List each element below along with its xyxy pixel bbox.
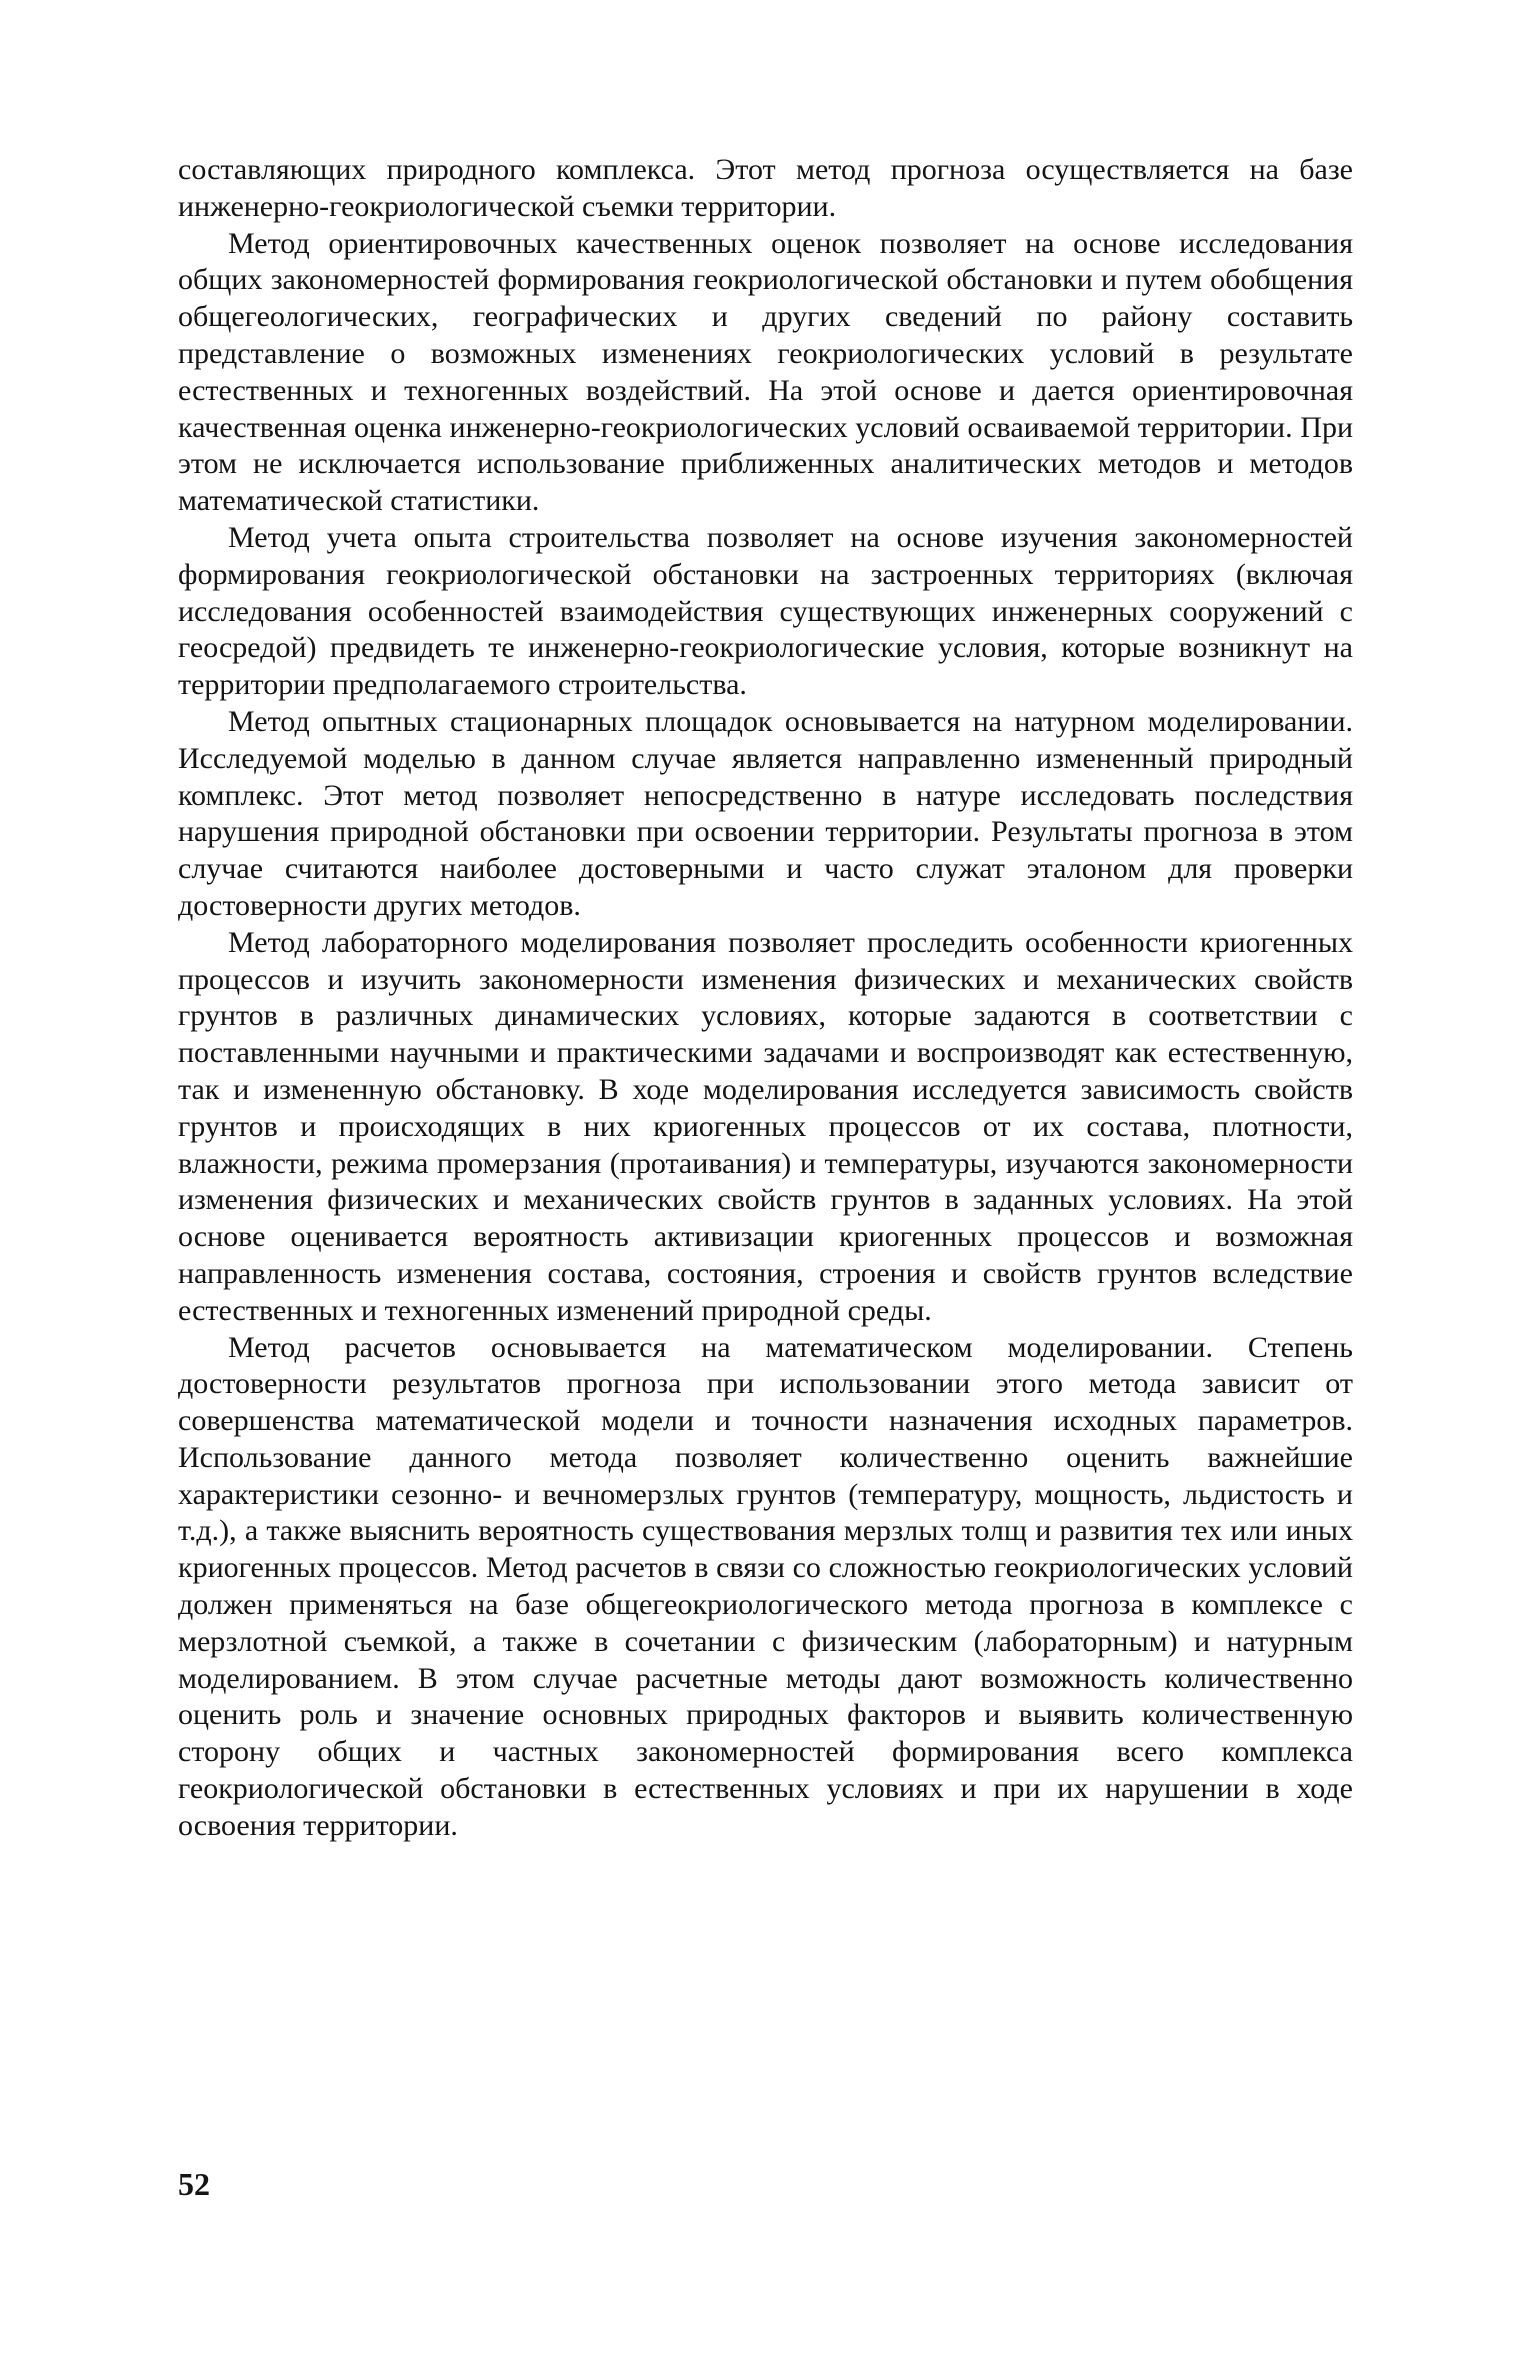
paragraph-calculation-method: Метод расчетов основывается на математическом моделировании. Степень достоверности результатов прогноза при использовании этого метода зависит от совершенства математической модели и точности назначения исходных параметров. Использование данного метода позволяет количественно оценить важнейшие характеристики сезонно- и вечномерзлых грунтов (температуру, мощность, льдистость и т.д.), а также выяснить вероятность существования мерзлых толщ и развития тех или иных криогенных процессов. Метод расчетов в связи со сложностью геокриологических условий должен применяться на базе общегеокриологического метода прогноза в комплексе с мерзлотной съемкой, а также в сочетании с физическим (лабораторным) и натурным моделированием. В этом случае расчетные методы дают возможность количественно оценить роль и значение основных природных факторов и выявить количественную сторону общих и частных закономерностей формирования всего комплекса геокриологической обстановки в естественных условиях и при их нарушении в ходе освоения территории.	[178, 1330, 1353, 1842]
paragraph-laboratory-modeling-method: Метод лабораторного моделирования позволяет проследить особенности криогенных процессов и изучить закономерности изменения физических и механических свойств грунтов в различных динамических условиях, которые задаются в соответствии с поставленными научными и практическими задачами и воспроизводят как естественную, так и измененную обстановку. В ходе моделирования исследуется зависимость свойств грунтов и происходящих в них криогенных процессов от их состава, плотности, влажности, режима промерзания (протаивания) и температуры, изучаются закономерности изменения физических и механических свойств грунтов в заданных условиях. На этой основе оценивается вероятность активизации криогенных процессов и возможная направленность изменения состава, состояния, строения и свойств грунтов вследствие естественных и техногенных изменений природной среды.	[178, 925, 1353, 1327]
paragraph-continuation: составляющих природного комплекса. Этот метод прогноза осуществляется на базе инженерно-геокриологической съемки территории.	[178, 153, 1353, 223]
paragraph-qualitative-method: Метод ориентировочных качественных оценок позволяет на основе исследования общих закономерностей формирования геокриологической обстановки и путем обобщения общегеологических, географических и других сведений по району составить представление о возможных изменениях геокриологических условий в результате естественных и техногенных воздействий. На этой основе и дается ориентировочная качественная оценка инженерно-геокриологических условий осваиваемой территории. При этом не исключается использование приближенных аналитических методов и методов математической статистики.	[178, 226, 1353, 518]
paragraph-construction-experience-method: Метод учета опыта строительства позволяет на основе изучения закономерностей формирования геокриологической обстановки на застроенных территориях (включая исследования особенностей взаимодействия существующих инженерных сооружений с геосредой) предвидеть те инженерно-геокриологические условия, которые возникнут на территории предполагаемого строительства.	[178, 520, 1353, 702]
page-body	[178, 152, 1353, 1845]
paragraph-field-sites-method: Метод опытных стационарных площадок основывается на натурном моделировании. Исследуемой моделью в данном случае является направленно измененный природный комплекс. Этот метод позволяет непосредственно в натуре исследовать последствия нарушения природной обстановки при освоении территории. Результаты прогноза в этом случае считаются наиболее достоверными и часто служат эталоном для проверки достоверности других методов.	[178, 704, 1353, 922]
page-number: 52	[178, 2166, 210, 2202]
